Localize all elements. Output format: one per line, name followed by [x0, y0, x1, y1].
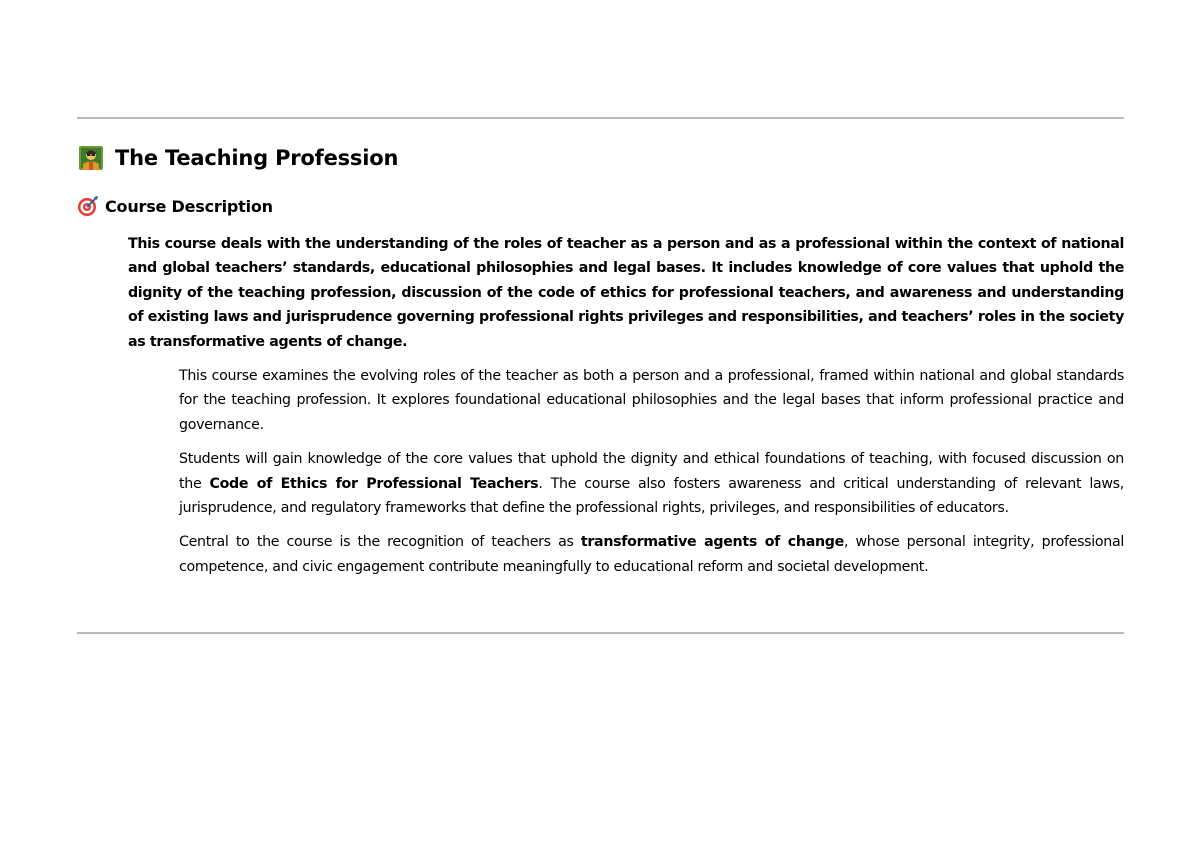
paragraph-1: This course examines the evolving roles of the teacher as both a person and a professional, framed within national and global standards for the teaching profession. It explores foundational educational philosophies and the legal bases that inform professional practice and governance.: [179, 368, 1124, 433]
paragraph-3-text-b: , whose personal integrity, professional competence, and civic engagement contribute meaningfully to educational reform and societal development.: [179, 534, 1125, 575]
section-heading-row: [77, 194, 273, 218]
target-icon: [77, 195, 99, 217]
bottom-divider: [77, 632, 1124, 634]
description-body: [179, 364, 1124, 589]
teacher-icon: [77, 144, 105, 172]
top-divider: [77, 117, 1124, 119]
agents-of-change-emphasis: transformative agents of change: [580, 534, 844, 551]
paragraph-2: [179, 447, 1124, 520]
paragraph-3-text-a: Central to the course is the recognition of teachers as: [179, 534, 581, 551]
paragraph-2-text-a: Students will gain knowledge of the core values that uphold the dignity and ethical foundations of teaching, with focused discussion on the: [179, 451, 1124, 492]
code-of-ethics-emphasis: Code of Ethics for Professional Teachers: [209, 475, 539, 492]
paragraph-2-text-b: . The course also fosters awareness and critical understanding of relevant laws, jurisprudence, and regulatory frameworks that define the professional rights, privileges, and responsibilities of educators.: [179, 475, 1124, 517]
section-heading: Course Description: [105, 196, 273, 216]
page-title-row: [77, 143, 398, 173]
lead-paragraph: This course deals with the understanding of the roles of teacher as a person and as a professional within the context of national and global teachers’ standards, educational philosophies and legal bases. It includes knowledge of core values that uphold the dignity of the teaching profession, discussion of the code of ethics for professional teachers, and awareness and understanding of existing laws and jurisprudence governing professional rights privileges and responsibilities, and teachers’ roles in the society as transformative agents of change.: [128, 236, 1124, 350]
page-title: The Teaching Profession: [115, 146, 399, 170]
paragraph-3: [179, 530, 1124, 579]
document-page: [77, 0, 1124, 849]
